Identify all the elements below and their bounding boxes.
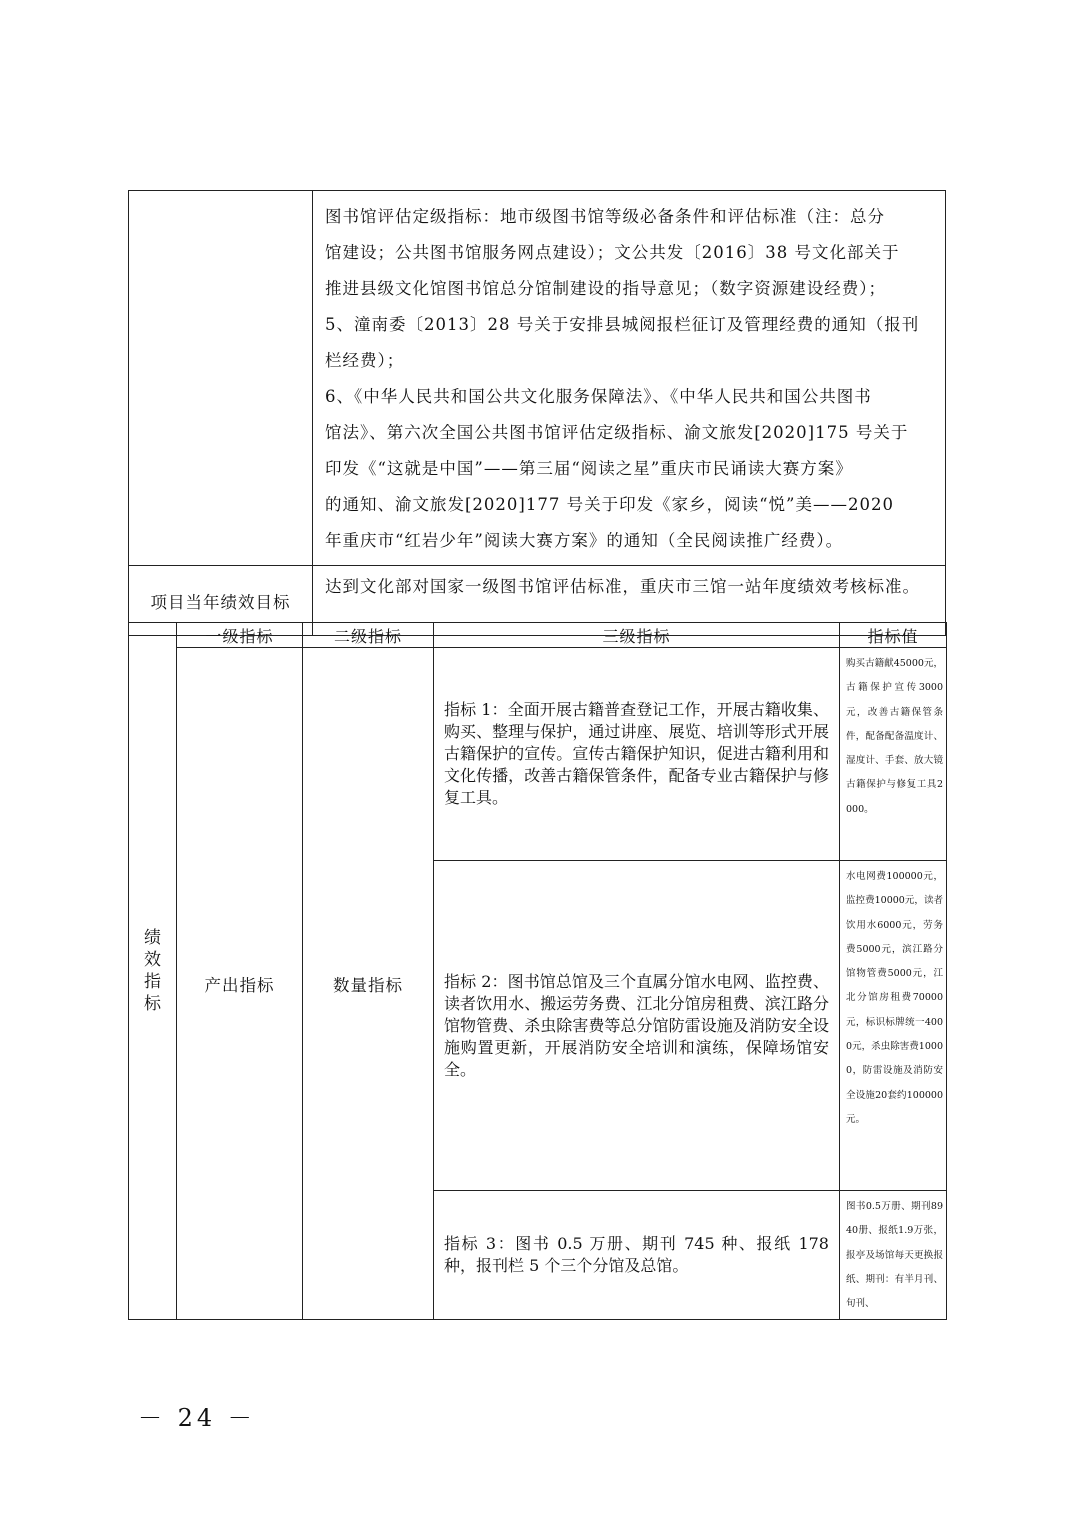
basis-line: 5、潼南委〔2013〕28 号关于安排县城阅报栏征订及管理经费的通知（报刊	[325, 315, 920, 334]
basis-line: 推进县级文化馆图书馆总分馆制建设的指导意见；（数字资源建设经费）；	[325, 279, 886, 298]
funding-basis-table	[128, 190, 946, 636]
indicator-value: 水电网费100000元，监控费10000元，读者饮用水6000元，劳务费5000元，滨江路分馆物管费5000元，江北分馆房租费70000元，标识标牌统一4000元，杀虫除害费10000，防雷设施及消防安全设施20套约100000元。	[840, 861, 947, 1191]
goal-text: 达到文化部对国家一级图书馆评估标准，重庆市三馆一站年度绩效考核标准。	[313, 566, 946, 636]
header-level3: 三级指标	[434, 623, 840, 648]
indicator-desc: 指标 3：图书 0.5 万册、期刊 745 种、报纸 178 种，报刊栏 5 个三个分馆及总馆。	[434, 1191, 840, 1320]
basis-line: 馆法》、第六次全国公共图书馆评估定级指标、渝文旅发[2020]175 号关于	[325, 423, 909, 442]
basis-line: 图书馆评估定级指标：地市级图书馆等级必备条件和评估标准（注：总分	[325, 207, 885, 226]
page-number: － 24 －	[138, 1404, 256, 1432]
basis-label-cell	[129, 191, 313, 566]
header-level1: 一级指标	[177, 623, 303, 648]
indicator-desc: 指标 1：全面开展古籍普查登记工作，开展古籍收集、购买、整理与保护，通过讲座、展览、培训等形式开展古籍保护的宣传。宣传古籍保护知识，促进古籍利用和文化传播，改善古籍保管条件，配备专业古籍保护与修复工具。	[434, 648, 840, 861]
basis-line: 栏经费）；	[325, 351, 405, 370]
basis-line: 年重庆市“红岩少年”阅读大赛方案》的通知（全民阅读推广经费）。	[325, 531, 844, 550]
basis-line: 印发《“这就是中国”——第三届“阅读之星”重庆市民诵读大赛方案》	[325, 459, 853, 478]
goal-label: 项目当年绩效目标	[129, 566, 313, 636]
indicator-value: 图书0.5万册、期刊8940册、报纸1.9万张，报亭及场馆每天更换报纸、期刊：有半月刊、旬刊、	[840, 1191, 947, 1320]
section-label-performance: 绩 效 指 标	[129, 623, 177, 1320]
level1-output: 产出指标	[177, 648, 303, 1320]
basis-line: 馆建设；公共图书馆服务网点建设）；文公共发〔2016〕38 号文化部关于	[325, 243, 900, 262]
basis-line: 6、《中华人民共和国公共文化服务保障法》、《中华人民共和国公共图书	[325, 387, 872, 406]
header-value: 指标值	[840, 623, 947, 648]
level2-quantity: 数量指标	[303, 648, 434, 1320]
policy-basis-text	[313, 191, 946, 566]
indicator-value: 购买古籍献45000元，古籍保护宣传3000元，改善古籍保管条件，配备配备温度计、湿度计、手套、放大镜古籍保护与修复工具2000。	[840, 648, 947, 861]
header-level2: 二级指标	[303, 623, 434, 648]
indicator-desc: 指标 2：图书馆总馆及三个直属分馆水电网、监控费、读者饮用水、搬运劳务费、江北分馆房租费、滨江路分馆物管费、杀虫除害费等总分馆防雷设施及消防安全设施购置更新，开展消防安全培训和演练，保障场馆安全。	[434, 861, 840, 1191]
basis-line: 的通知、渝文旅发[2020]177 号关于印发《家乡，阅读“悦”美——2020	[325, 495, 894, 514]
performance-indicator-table	[128, 622, 947, 1320]
